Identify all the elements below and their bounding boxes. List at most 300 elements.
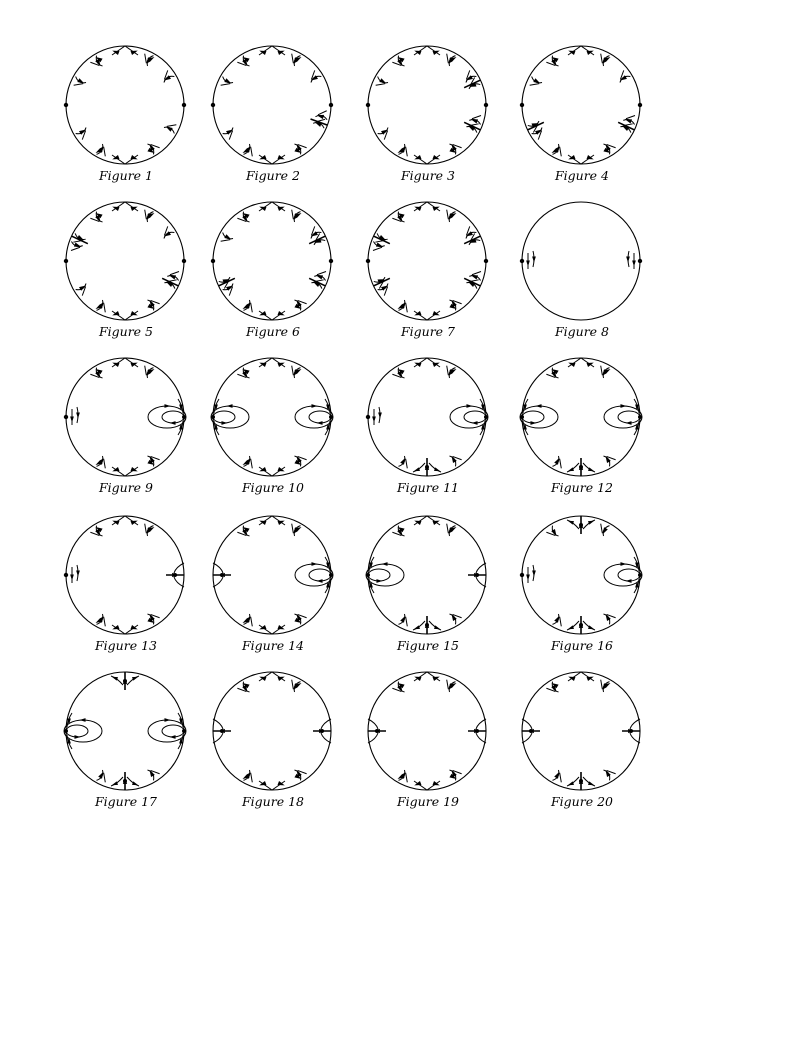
feature-hook [447, 524, 456, 536]
feature-hook [447, 680, 456, 692]
figure-caption: Figure 2 [245, 168, 301, 183]
inner-orbit [522, 411, 544, 423]
flow-line [447, 524, 449, 533]
feature-loop [604, 557, 642, 593]
flow-line [601, 366, 603, 375]
arrow-head [227, 404, 233, 408]
feature-loop [295, 399, 333, 435]
arrow-head [626, 421, 632, 425]
feature-loop [450, 399, 488, 435]
feature-hook [292, 210, 301, 222]
feature-hook [76, 284, 86, 296]
arrow-head [164, 718, 170, 722]
feature-sidepair [70, 565, 80, 583]
flow-line [221, 240, 230, 242]
equilibrium-dot [64, 729, 68, 733]
feature-dot [64, 415, 68, 419]
feature-hook [601, 524, 610, 536]
arrow-head [471, 119, 478, 123]
figure-caption: Figure 6 [245, 324, 301, 339]
limit-cycle [64, 720, 102, 742]
feature-hook [447, 366, 456, 378]
feature-loop [211, 399, 249, 435]
feature-hook [145, 54, 154, 66]
figure-caption: Figure 5 [98, 324, 154, 339]
flow-line [318, 111, 327, 115]
flow-line [406, 303, 408, 312]
phase-portrait [213, 514, 353, 644]
phase-portrait [213, 44, 353, 174]
equilibrium-dot [484, 415, 488, 419]
arrow-head [471, 275, 478, 279]
feature-hook [601, 680, 610, 692]
flow-line [104, 147, 106, 156]
figure-panel [66, 356, 206, 506]
flow-line [104, 773, 106, 782]
apex-lines [414, 46, 440, 55]
apex-lines [259, 516, 285, 525]
arrow-head [169, 275, 176, 279]
flow-line [601, 680, 603, 689]
inner-orbit [618, 569, 640, 581]
figure-panel [368, 514, 508, 664]
feature-sidepair [626, 251, 636, 269]
feature-dot [211, 259, 215, 263]
feature-double [162, 271, 179, 288]
limit-cycle [211, 406, 249, 428]
arrow-head [568, 467, 574, 471]
phase-portrait [66, 514, 206, 644]
phase-portrait [368, 200, 508, 330]
apex-lines [112, 202, 138, 211]
arrow-head [224, 234, 231, 239]
arrow-head [532, 570, 536, 576]
feature-dot [64, 573, 68, 577]
arrow-head [372, 416, 376, 422]
arrow-head [98, 772, 103, 779]
arrow-head [588, 781, 594, 785]
feature-double [528, 121, 544, 139]
apex-lines [259, 672, 285, 681]
arrow-head [378, 412, 382, 418]
arrow-head [400, 616, 405, 623]
phase-portrait [522, 514, 662, 644]
flow-line [406, 147, 408, 156]
figure-panel [213, 200, 353, 350]
flow-line [560, 773, 562, 782]
feature-sidepair [526, 565, 536, 583]
arrow-head [533, 78, 540, 83]
feature-stem [567, 616, 595, 634]
arrow-head [379, 78, 386, 83]
boundary-dot [520, 103, 524, 107]
feature-dot [182, 103, 186, 107]
boundary-dot [520, 573, 524, 577]
equilibrium-dot [638, 415, 642, 419]
arrow-head [376, 243, 383, 247]
feature-dot [484, 259, 488, 263]
arrow-head [588, 625, 594, 629]
flow-line [292, 210, 294, 219]
feature-loop [520, 399, 558, 435]
feature-dot [366, 259, 370, 263]
apex-lines [414, 155, 440, 164]
figure-caption: Figure 15 [397, 638, 459, 653]
apex-lines [568, 46, 594, 55]
feature-stem [213, 719, 231, 743]
feature-hook [553, 770, 562, 782]
feature-double [309, 271, 326, 288]
limit-cycle [295, 564, 333, 586]
feature-hook [292, 524, 301, 536]
boundary-dot [329, 259, 333, 263]
phase-portrait [368, 514, 508, 644]
feature-hook [546, 526, 558, 536]
flow-line [71, 247, 80, 250]
feature-hook [399, 300, 408, 312]
feature-hook [620, 70, 630, 82]
boundary-dot [366, 103, 370, 107]
arrow-head [382, 562, 388, 566]
apex-lines [112, 516, 138, 525]
inner-orbit [162, 725, 184, 737]
boundary-dot [366, 259, 370, 263]
arrow-head [526, 260, 530, 266]
arrow-head [588, 521, 594, 525]
arrow-head [626, 256, 630, 262]
arrow-head [311, 562, 317, 566]
feature-hook [244, 770, 253, 782]
arrow-head [311, 404, 317, 408]
arrow-head [317, 115, 324, 119]
flow-line [373, 247, 382, 250]
feature-double [464, 70, 480, 88]
flow-line [406, 617, 408, 626]
apex-lines [259, 155, 285, 164]
boundary-circle [66, 202, 184, 320]
feature-dot [484, 103, 488, 107]
arrow-head [316, 275, 323, 279]
flow-line [472, 115, 481, 118]
feature-hook [145, 366, 154, 378]
flow-line [145, 210, 147, 219]
apex-lines [112, 625, 138, 634]
feature-hook [76, 128, 86, 140]
arrow-head [74, 735, 80, 739]
equilibrium-dot [638, 573, 642, 577]
feature-hook [164, 125, 176, 134]
phase-portrait [522, 44, 662, 174]
arrow-head [80, 718, 86, 722]
feature-stem [567, 516, 595, 534]
phase-portrait [368, 44, 508, 174]
feature-hook [604, 456, 616, 466]
feature-stem [368, 719, 386, 743]
flow-line [251, 773, 253, 782]
equilibrium-dot [182, 415, 186, 419]
inner-orbit [464, 411, 486, 423]
feature-hook [148, 770, 160, 780]
flow-line [406, 773, 408, 782]
figure-caption: Figure 14 [242, 638, 304, 653]
figure-panel [213, 670, 353, 820]
feature-stem [213, 563, 231, 587]
arrow-head [224, 78, 231, 83]
apex-lines [259, 781, 285, 790]
feature-hook [447, 210, 456, 222]
feature-loop [148, 399, 186, 435]
feature-hook [292, 680, 301, 692]
apex-lines [414, 672, 440, 681]
feature-stem [567, 772, 595, 790]
feature-sidepair [372, 407, 382, 425]
boundary-dot [182, 103, 186, 107]
figure-panel [522, 356, 662, 506]
arrow-head [414, 625, 420, 629]
feature-double [618, 115, 635, 132]
boundary-dot [484, 259, 488, 263]
flow-line [74, 84, 83, 86]
apex-lines [259, 467, 285, 476]
feature-hook [221, 77, 233, 86]
apex-lines [112, 311, 138, 320]
flow-line [167, 125, 176, 127]
boundary-circle [368, 202, 486, 320]
feature-stem [567, 458, 595, 476]
feature-hook [292, 54, 301, 66]
figure-caption: Figure 18 [242, 794, 304, 809]
arrow-head [554, 616, 559, 623]
feature-loop [64, 713, 102, 749]
feature-hook [164, 226, 174, 238]
figure-panel [368, 200, 508, 350]
apex-lines [259, 625, 285, 634]
figure-caption: Figure 17 [95, 794, 157, 809]
figure-panel [368, 670, 508, 820]
phase-portrait [368, 356, 508, 486]
arrow-head [112, 677, 118, 681]
flow-line [251, 147, 253, 156]
apex-lines [568, 358, 594, 367]
feature-hook [601, 54, 610, 66]
arrow-head [602, 527, 607, 534]
figure-panel [522, 44, 662, 194]
apex-lines [112, 358, 138, 367]
feature-hook [244, 614, 253, 626]
figure-caption: Figure 7 [400, 324, 456, 339]
boundary-circle [213, 46, 331, 164]
arrow-head [620, 404, 626, 408]
flow-line [221, 84, 230, 86]
boundary-dot [64, 259, 68, 263]
inner-orbit [309, 569, 331, 581]
boundary-dot [64, 415, 68, 419]
figure-panel [66, 44, 206, 194]
arrow-head [632, 260, 636, 266]
apex-lines [414, 781, 440, 790]
feature-double [309, 226, 325, 244]
arrow-head [317, 421, 323, 425]
feature-hook [244, 144, 253, 156]
arrow-head [112, 781, 118, 785]
arrow-head [170, 421, 176, 425]
feature-double [374, 277, 390, 295]
boundary-dot [329, 103, 333, 107]
arrow-head [568, 625, 574, 629]
apex-lines [414, 358, 440, 367]
feature-dot [182, 259, 186, 263]
arrow-head [532, 256, 536, 262]
feature-double [71, 233, 88, 250]
feature-loop [295, 557, 333, 593]
figure-panel [368, 44, 508, 194]
limit-cycle [295, 406, 333, 428]
flow-line [251, 459, 253, 468]
equilibrium-dot [329, 573, 333, 577]
figure-panel [368, 356, 508, 506]
boundary-dot [64, 573, 68, 577]
boundary-dot [520, 259, 524, 263]
feature-hook [97, 456, 106, 468]
boundary-dot [211, 259, 215, 263]
figure-panel [66, 200, 206, 350]
flow-line [104, 303, 106, 312]
figure-panel [522, 514, 662, 664]
arrow-head [76, 412, 80, 418]
feature-dot [366, 415, 370, 419]
boundary-dot [182, 259, 186, 263]
arrow-head [400, 458, 405, 465]
arrow-head [70, 416, 74, 422]
flow-line [317, 271, 326, 274]
flow-line [472, 271, 481, 274]
feature-stem [413, 616, 441, 634]
equilibrium-dot [211, 415, 215, 419]
figure-panel [522, 200, 662, 350]
apex-lines [414, 202, 440, 211]
inner-orbit [213, 411, 235, 423]
feature-double [464, 271, 481, 288]
flow-line [601, 54, 603, 63]
feature-dot [520, 573, 524, 577]
apex-lines [259, 46, 285, 55]
figure-panel [213, 356, 353, 506]
feature-hook [311, 70, 321, 82]
feature-double [311, 111, 328, 128]
feature-hook [74, 77, 86, 86]
feature-stem [468, 563, 486, 587]
flow-line [292, 54, 294, 63]
feature-stem [622, 719, 640, 743]
phase-portrait [213, 670, 353, 800]
apex-lines [568, 155, 594, 164]
figure-caption: Figure 3 [400, 168, 456, 183]
flow-line [292, 524, 294, 533]
feature-dot [520, 259, 524, 263]
feature-hook [553, 614, 562, 626]
inner-orbit [368, 569, 390, 581]
feature-stem [522, 719, 540, 743]
flow-line [104, 617, 106, 626]
feature-hook [399, 614, 408, 626]
flow-line [560, 617, 562, 626]
arrow-head [536, 404, 542, 408]
boundary-circle [368, 46, 486, 164]
equilibrium-dot [182, 729, 186, 733]
arrow-head [466, 404, 472, 408]
equilibrium-dot [366, 573, 370, 577]
boundary-circle [213, 358, 331, 476]
flow-line [170, 271, 179, 274]
boundary-circle [66, 46, 184, 164]
arrow-head [70, 574, 74, 580]
feature-hook [244, 456, 253, 468]
equilibrium-dot [520, 415, 524, 419]
feature-sidepair [70, 407, 80, 425]
feature-loop [148, 713, 186, 749]
feature-stem [413, 458, 441, 476]
feature-hook [97, 770, 106, 782]
feature-stem [313, 719, 331, 743]
feature-hook [447, 54, 456, 66]
arrow-head [530, 421, 536, 425]
feature-hook [553, 456, 562, 468]
apex-lines [259, 202, 285, 211]
phase-portrait [522, 200, 662, 330]
arrow-head [76, 570, 80, 576]
arrow-head [434, 467, 440, 471]
flow-line [145, 366, 147, 375]
phase-portrait [368, 670, 508, 800]
arrow-head [626, 579, 632, 583]
feature-hook [97, 144, 106, 156]
arrow-head [132, 677, 138, 681]
flow-line [447, 210, 449, 219]
arrow-head [376, 579, 382, 583]
boundary-dot [484, 103, 488, 107]
feature-hook [378, 128, 388, 140]
feature-hook [223, 128, 233, 140]
phase-portrait [66, 356, 206, 486]
arrow-head [526, 574, 530, 580]
boundary-circle [522, 46, 640, 164]
flow-line [145, 524, 147, 533]
feature-loop [366, 557, 404, 593]
arrow-head [132, 781, 138, 785]
limit-cycle [450, 406, 488, 428]
figure-panel [66, 514, 206, 664]
boundary-circle [213, 202, 331, 320]
figure-caption: Figure 16 [551, 638, 613, 653]
apex-lines [568, 672, 594, 681]
flow-line [145, 54, 147, 63]
figure-panel [213, 44, 353, 194]
feature-hook [399, 456, 408, 468]
feature-stem [111, 772, 139, 790]
feature-hook [399, 770, 408, 782]
boundary-circle [522, 202, 640, 320]
boundary-dot [211, 103, 215, 107]
equilibrium-dot [329, 415, 333, 419]
feature-hook [450, 456, 462, 466]
phase-portrait [213, 356, 353, 486]
feature-hook [145, 210, 154, 222]
limit-cycle [604, 406, 642, 428]
feature-dot [64, 259, 68, 263]
apex-lines [112, 155, 138, 164]
feature-hook [292, 366, 301, 378]
feature-hook [601, 366, 610, 378]
